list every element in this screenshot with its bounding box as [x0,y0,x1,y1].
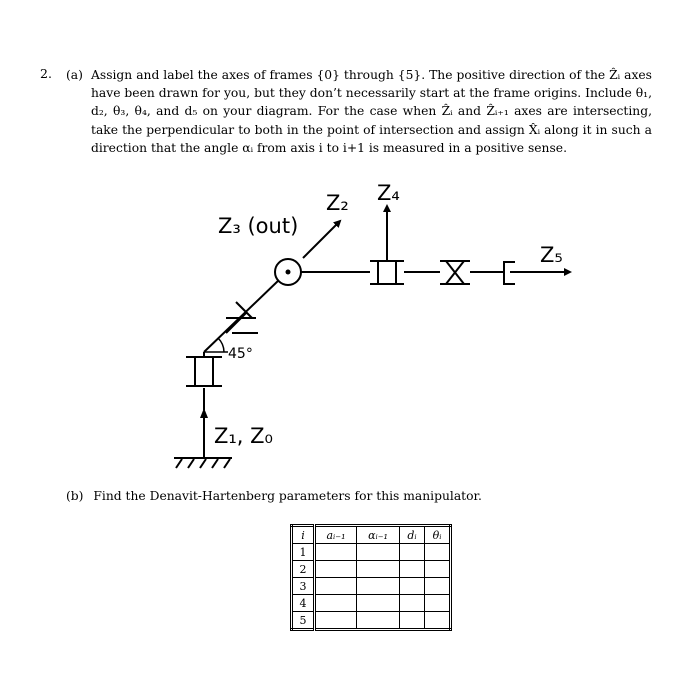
part-b-label: (b) [66,489,84,503]
angle-arc [218,338,224,352]
cell-alpha[interactable] [357,578,400,595]
z2-label: Z₂ [326,191,349,215]
cell-alpha[interactable] [357,544,400,561]
z2-arrow [303,221,340,258]
z3-label: Z₃ (out) [218,214,299,238]
table-row [292,578,451,595]
header-theta: θᵢ [425,526,451,544]
table-row [292,595,451,612]
row-index: 2 [292,561,315,578]
table-header-row [292,526,451,544]
part-b-prompt [66,489,482,503]
cell-alpha[interactable] [357,595,400,612]
z1-z0-label: Z₁, Z₀ [214,424,273,448]
angled-link [204,279,280,352]
table-row [292,544,451,561]
bowtie-joint [440,261,470,284]
row-index: 1 [292,544,315,561]
cell-d[interactable] [400,612,425,630]
z5-label: Z₅ [540,243,563,267]
cell-a[interactable] [315,544,357,561]
part-b-text: Find the Denavit-Hartenberg parameters for this manipulator. [93,489,482,503]
question-number: 2. [40,66,52,81]
cell-alpha[interactable] [357,612,400,630]
twist-joint-symbol [226,302,258,333]
cell-alpha[interactable] [357,561,400,578]
cell-theta[interactable] [425,561,451,578]
cell-a[interactable] [315,578,357,595]
cell-a[interactable] [315,612,357,630]
part-a-label: (a) [66,68,83,82]
z4-label: Z₄ [377,181,400,205]
cell-theta[interactable] [425,595,451,612]
angle-label: 45° [228,346,253,362]
cell-d[interactable] [400,544,425,561]
cell-theta[interactable] [425,544,451,561]
header-a: aᵢ₋₁ [315,526,357,544]
cell-theta[interactable] [425,612,451,630]
joint-2-prismatic [186,357,222,386]
part-a-text: Assign and label the axes of frames {0} through {5}. The positive direction of the Ẑᵢ axes have been drawn for you, but they don’t necessarily start at the frame origins. Include θ₁, d₂, θ₃, θ₄, and d₅ on your diagram. For the case when Ẑᵢ and Ẑᵢ₊₁ axes are intersecting, take the perpendicular to both in the point of intersection and assign X̂ᵢ along it in such a direction that the angle αᵢ from axis i to i+1 is measured in a positive sense. [91,68,652,155]
header-alpha: αᵢ₋₁ [357,526,400,544]
dh-parameter-table [290,524,452,631]
cell-a[interactable] [315,561,357,578]
joint-4-symbol [370,261,404,284]
table-row [292,561,451,578]
row-index: 3 [292,578,315,595]
header-d: dᵢ [400,526,425,544]
ground-hatch [174,458,232,468]
row-index: 5 [292,612,315,630]
cell-d[interactable] [400,595,425,612]
cell-d[interactable] [400,561,425,578]
cell-a[interactable] [315,595,357,612]
row-index: 4 [292,595,315,612]
header-i: i [292,526,315,544]
cell-d[interactable] [400,578,425,595]
cell-theta[interactable] [425,578,451,595]
joint-3-dot [286,270,291,275]
table-row [292,612,451,630]
